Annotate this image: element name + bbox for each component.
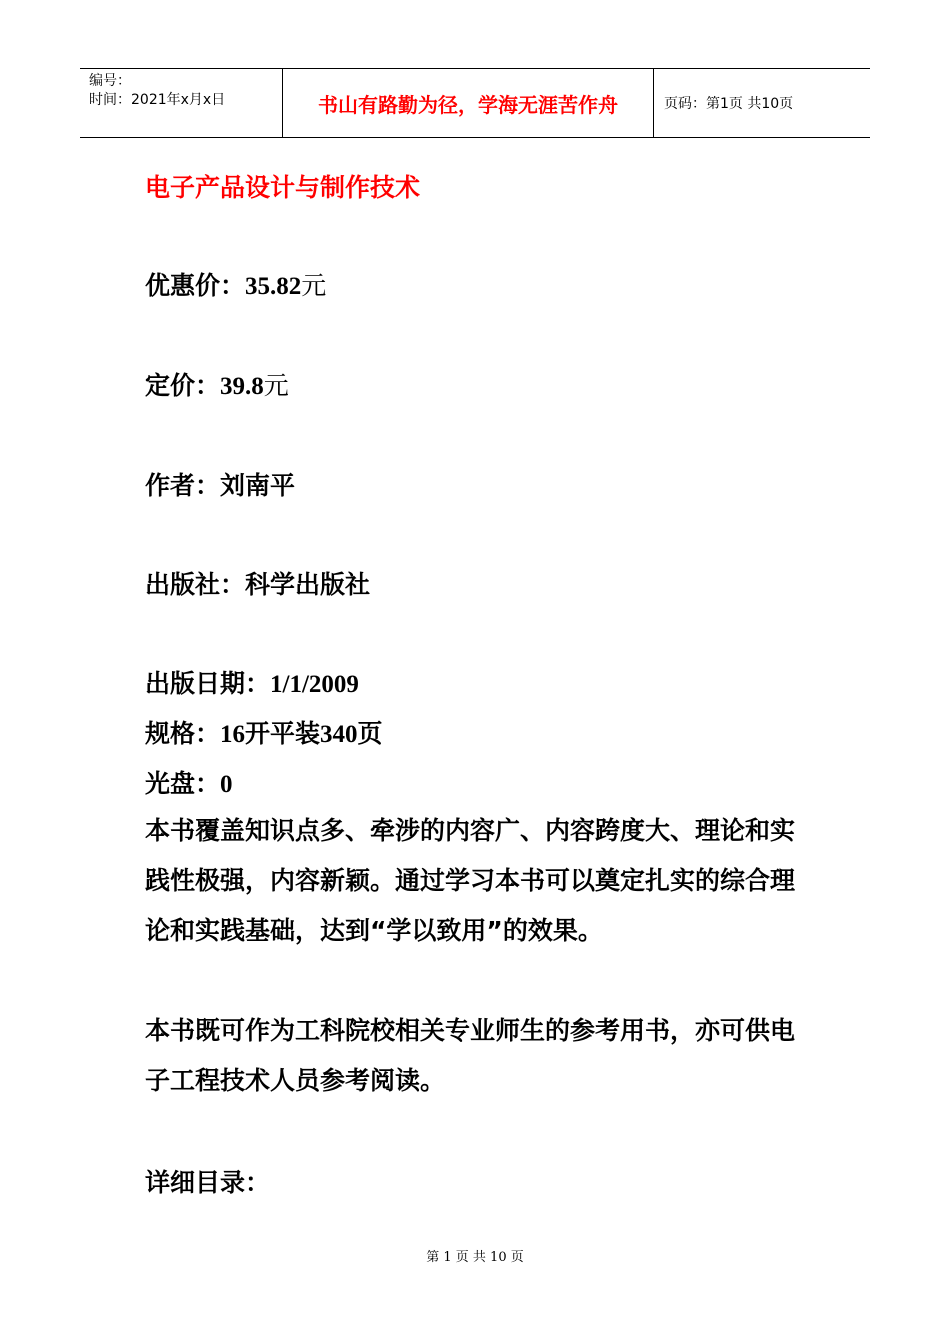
header-motto: 书山有路勤为径，学海无涯苦作舟	[282, 69, 654, 137]
publisher: 出版社：科学出版社	[145, 570, 371, 599]
spec-mid: 开平装	[245, 719, 321, 748]
disc	[145, 764, 233, 800]
list-price	[145, 366, 289, 402]
spec-size: 16	[220, 721, 246, 748]
number-label: 编号：	[89, 73, 131, 89]
time-label: 时间：2021年x月x日	[89, 92, 226, 108]
document-title: 电子产品设计与制作技术	[145, 173, 421, 202]
disc-label: 光盘：	[145, 769, 221, 798]
publication-date	[145, 664, 359, 700]
list-price-unit: 元	[263, 371, 289, 400]
list-price-label: 定价：	[145, 371, 221, 400]
discount-price-unit: 元	[301, 271, 327, 300]
header-meta	[80, 69, 282, 137]
toc-label: 详细目录：	[145, 1168, 271, 1197]
spec-pages: 340	[320, 721, 358, 748]
pub-date-label: 出版日期：	[145, 669, 271, 698]
page-header	[80, 68, 870, 138]
disc-value: 0	[220, 771, 233, 798]
header-page-info: 页码：第1页 共10页	[664, 96, 794, 112]
description-paragraph-1: 本书覆盖知识点多、牵涉的内容广、内容跨度大、理论和实践性极强，内容新颖。通过学习本书可以奠定扎实的综合理论和实践基础，达到“学以致用”的效果。	[145, 816, 796, 945]
spec-label: 规格：	[145, 719, 221, 748]
specification	[145, 714, 383, 750]
list-price-value: 39.8	[220, 373, 264, 400]
discount-price-label: 优惠价：	[145, 271, 246, 300]
discount-price	[145, 266, 326, 302]
pub-date-value: 1/1/2009	[270, 671, 359, 698]
discount-price-value: 35.82	[245, 273, 302, 300]
page-footer: 第 1 页 共 10 页	[426, 1250, 524, 1265]
author: 作者：刘南平	[145, 471, 296, 500]
spec-unit: 页	[357, 719, 383, 748]
description-paragraph-2: 本书既可作为工科院校相关专业师生的参考用书，亦可供电子工程技术人员参考阅读。	[145, 1016, 796, 1095]
